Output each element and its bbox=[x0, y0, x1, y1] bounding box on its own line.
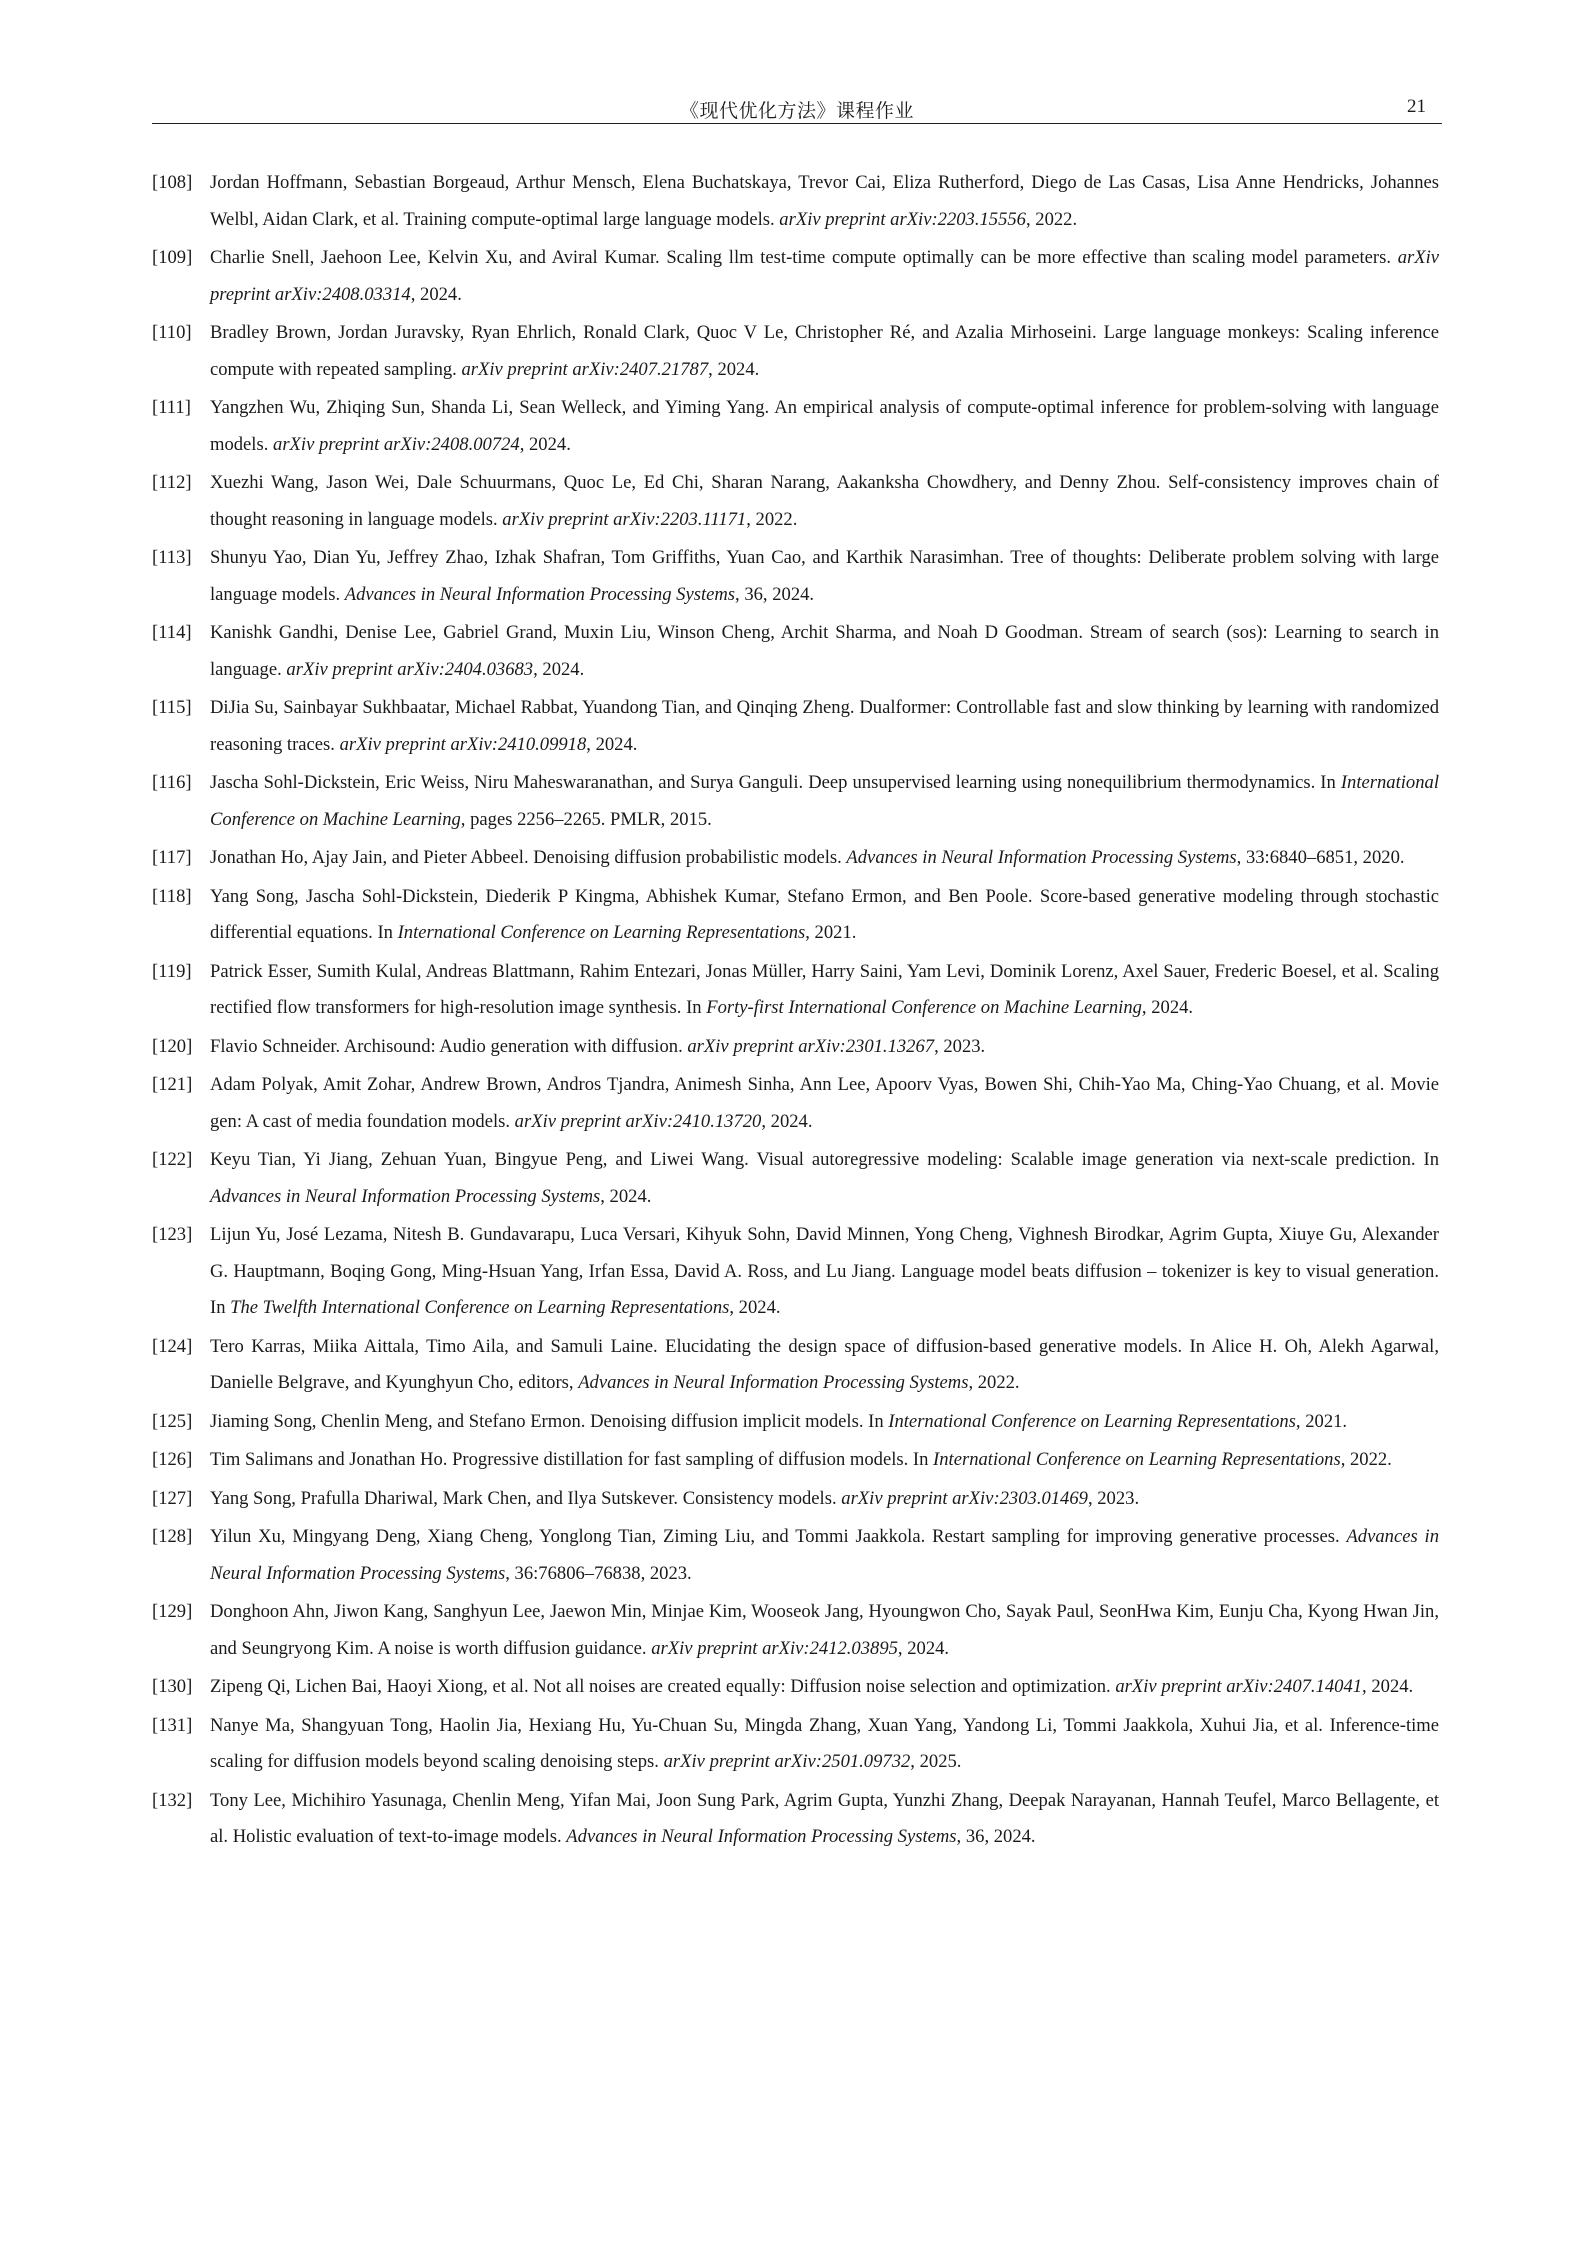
reference-number: [126] bbox=[152, 1449, 193, 1470]
reference-number: [115] bbox=[152, 697, 192, 718]
reference-item bbox=[152, 615, 1439, 688]
page-number: 21 bbox=[1407, 96, 1426, 117]
reference-venue: arXiv preprint arXiv:2410.09918 bbox=[339, 733, 587, 755]
reference-venue: arXiv preprint arXiv:2404.03683 bbox=[286, 658, 534, 680]
reference-number: [118] bbox=[152, 885, 192, 907]
reference-number: [116] bbox=[152, 772, 192, 793]
reference-number: [125] bbox=[152, 1410, 193, 1432]
reference-number: [120] bbox=[152, 1035, 193, 1057]
reference-authors-title: Yang Song, Prafulla Dhariwal, Mark Chen, and Ilya Sutskever. Consistency models. bbox=[210, 1487, 842, 1509]
reference-authors-title: Tony Lee, Michihiro Yasunaga, Chenlin Meng, Yifan Mai, Joon Sung Park, Agrim Gupta, Yunzhi Zhang, Deepak Narayanan, Hannah Teufel, Marco Bellagente, et al. Holistic evaluation of text-to-image models. bbox=[210, 1789, 1439, 1847]
reference-item bbox=[152, 240, 1439, 313]
reference-text bbox=[210, 1404, 1439, 1441]
reference-text bbox=[210, 465, 1439, 538]
reference-item bbox=[152, 1669, 1439, 1706]
reference-number: [124] bbox=[152, 1335, 193, 1357]
reference-authors-title: Bradley Brown, Jordan Juravsky, Ryan Ehrlich, Ronald Clark, Quoc V Le, Christopher Ré, and Azalia Mirhoseini. Large language monkeys: Scaling inference compute with repeated sampling. bbox=[210, 322, 1439, 380]
reference-item bbox=[152, 879, 1439, 952]
reference-details: , 2024. bbox=[519, 433, 571, 455]
reference-details: , 2024. bbox=[1362, 1676, 1414, 1697]
reference-item bbox=[152, 690, 1439, 763]
reference-details: , 36, 2024. bbox=[956, 1826, 1036, 1847]
reference-authors-title: Tim Salimans and Jonathan Ho. Progressive distillation for fast sampling of diffusion models. In bbox=[210, 1449, 934, 1470]
reference-venue: Advances in Neural Information Processing Systems bbox=[344, 583, 736, 605]
reference-authors-title: DiJia Su, Sainbayar Sukhbaatar, Michael Rabbat, Yuandong Tian, and Qinqing Zheng. Dualformer: Controllable fast and slow thinking by learning with randomized reasoning traces. bbox=[210, 697, 1439, 755]
reference-details: , 2021. bbox=[1295, 1410, 1348, 1432]
reference-item bbox=[152, 1442, 1439, 1479]
reference-number: [112] bbox=[152, 472, 192, 493]
reference-authors-title: Yang Song, Jascha Sohl-Dickstein, Diederik P Kingma, Abhishek Kumar, Stefano Ermon, and Ben Poole. Score-based generative modeling through stochastic differential equations. In bbox=[210, 885, 1439, 943]
reference-number: [111] bbox=[152, 397, 191, 418]
reference-authors-title: Jascha Sohl-Dickstein, Eric Weiss, Niru Maheswaranathan, and Surya Ganguli. Deep unsupervised learning using nonequilibrium thermodynamics. In bbox=[210, 772, 1341, 793]
reference-authors-title: Jiaming Song, Chenlin Meng, and Stefano Ermon. Denoising diffusion implicit models. In bbox=[210, 1410, 889, 1432]
reference-details: , 36, 2024. bbox=[735, 583, 815, 605]
reference-details: , 2024. bbox=[410, 283, 462, 305]
reference-details: , 2024. bbox=[600, 1185, 652, 1207]
reference-details: , 2021. bbox=[805, 922, 857, 943]
header-title: 《现代优化方法》课程作业 bbox=[679, 101, 914, 122]
reference-text bbox=[210, 690, 1439, 763]
reference-text bbox=[210, 165, 1439, 238]
reference-number: [108] bbox=[152, 172, 193, 193]
reference-item bbox=[152, 1029, 1439, 1066]
header-rule bbox=[152, 123, 1442, 124]
reference-venue: arXiv preprint arXiv:2301.13267 bbox=[687, 1035, 935, 1057]
reference-venue: arXiv preprint arXiv:2412.03895 bbox=[651, 1637, 898, 1659]
reference-number: [129] bbox=[152, 1601, 193, 1622]
reference-number: [130] bbox=[152, 1676, 193, 1697]
reference-authors-title: Charlie Snell, Jaehoon Lee, Kelvin Xu, and Aviral Kumar. Scaling llm test-time compute optimally can be more effective than scaling model parameters. bbox=[210, 247, 1398, 268]
reference-authors-title: Xuezhi Wang, Jason Wei, Dale Schuurmans, Quoc Le, Ed Chi, Sharan Narang, Aakanksha Chowdhery, and Denny Zhou. Self-consistency improves chain of thought reasoning in language models. bbox=[210, 472, 1439, 530]
reference-venue: Forty-first International Conference on Machine Learning bbox=[706, 997, 1142, 1018]
reference-item bbox=[152, 1481, 1439, 1518]
reference-number: [122] bbox=[152, 1149, 193, 1170]
reference-details: , 2024. bbox=[533, 658, 585, 680]
reference-details: , 2022. bbox=[746, 508, 798, 530]
reference-venue: Advances in Neural Information Processing Systems bbox=[210, 1526, 1440, 1584]
reference-item bbox=[152, 1142, 1439, 1215]
reference-venue: Advances in Neural Information Processing Systems bbox=[210, 1185, 601, 1207]
reference-text bbox=[210, 840, 1439, 877]
reference-venue: International Conference on Learning Representations bbox=[397, 922, 806, 943]
reference-details: , 33:6840–6851, 2020. bbox=[1236, 847, 1405, 868]
reference-details: , 2024. bbox=[586, 733, 638, 755]
reference-item bbox=[152, 1708, 1439, 1781]
reference-venue: arXiv preprint arXiv:2303.01469 bbox=[841, 1487, 1088, 1509]
reference-item bbox=[152, 765, 1439, 838]
reference-authors-title: Yilun Xu, Mingyang Deng, Xiang Cheng, Yonglong Tian, Ziming Liu, and Tommi Jaakkola. Restart sampling for improving generative processes. bbox=[210, 1526, 1347, 1547]
reference-details: , 2024. bbox=[897, 1637, 950, 1659]
reference-text bbox=[210, 1217, 1439, 1327]
reference-venue: arXiv preprint arXiv:2410.13720 bbox=[514, 1110, 762, 1132]
reference-venue: The Twelfth International Conference on Learning Representations bbox=[230, 1297, 730, 1318]
reference-text bbox=[210, 879, 1439, 952]
reference-authors-title: Yangzhen Wu, Zhiqing Sun, Shanda Li, Sean Welleck, and Yiming Yang. An empirical analysis of compute-optimal inference for problem-solving with language models. bbox=[210, 397, 1439, 455]
reference-text bbox=[210, 954, 1439, 1027]
reference-venue: International Conference on Learning Representations bbox=[888, 1410, 1296, 1432]
reference-venue: arXiv preprint arXiv:2408.00724 bbox=[273, 433, 520, 455]
reference-item bbox=[152, 1594, 1439, 1667]
reference-text bbox=[210, 1783, 1439, 1856]
reference-text bbox=[210, 390, 1439, 463]
reference-text bbox=[210, 315, 1439, 388]
reference-item bbox=[152, 165, 1439, 238]
reference-venue: arXiv preprint arXiv:2203.11171 bbox=[502, 508, 747, 530]
reference-details: , 36:76806–76838, 2023. bbox=[505, 1562, 692, 1584]
reference-item bbox=[152, 390, 1439, 463]
reference-details: , pages 2256–2265. PMLR, 2015. bbox=[460, 808, 712, 830]
reference-item bbox=[152, 540, 1439, 613]
reference-text bbox=[210, 765, 1439, 838]
reference-authors-title: Adam Polyak, Amit Zohar, Andrew Brown, Andros Tjandra, Animesh Sinha, Ann Lee, Apoorv Vyas, Bowen Shi, Chih-Yao Ma, Ching-Yao Chuang, et al. Movie gen: A cast of media foundation models. bbox=[210, 1074, 1439, 1132]
reference-authors-title: Lijun Yu, José Lezama, Nitesh B. Gundavarapu, Luca Versari, Kihyuk Sohn, David Minnen, Yong Cheng, Vighnesh Birodkar, Agrim Gupta, Xiuye Gu, Alexander G. Hauptmann, Boqing Gong, Ming-Hsuan Yang, Irfan Essa, David A. Ross, and Lu Jiang. Language model beats diffusion – tokenizer is key to visual generation. In bbox=[210, 1224, 1439, 1318]
reference-item bbox=[152, 1404, 1439, 1441]
reference-authors-title: Jonathan Ho, Ajay Jain, and Pieter Abbeel. Denoising diffusion probabilistic models. bbox=[210, 847, 847, 868]
reference-text bbox=[210, 1329, 1439, 1402]
reference-item bbox=[152, 465, 1439, 538]
reference-list bbox=[152, 165, 1439, 1858]
reference-text bbox=[210, 1442, 1439, 1479]
reference-venue: arXiv preprint arXiv:2407.21787 bbox=[461, 358, 709, 380]
reference-number: [114] bbox=[152, 622, 192, 643]
reference-venue: arXiv preprint arXiv:2408.03314 bbox=[210, 247, 1439, 305]
reference-venue: arXiv preprint arXiv:2501.09732 bbox=[663, 1751, 911, 1772]
reference-authors-title: Zipeng Qi, Lichen Bai, Haoyi Xiong, et al. Not all noises are created equally: Diffusion noise selection and optimization. bbox=[210, 1676, 1116, 1697]
reference-authors-title: Shunyu Yao, Dian Yu, Jeffrey Zhao, Izhak Shafran, Tom Griffiths, Yuan Cao, and Karthik Narasimhan. Tree of thoughts: Deliberate problem solving with large language models. bbox=[210, 547, 1439, 605]
reference-text bbox=[210, 1029, 1439, 1066]
reference-text bbox=[210, 615, 1439, 688]
reference-number: [132] bbox=[152, 1789, 193, 1811]
reference-text bbox=[210, 1519, 1439, 1592]
reference-item bbox=[152, 1217, 1439, 1327]
reference-text bbox=[210, 1594, 1439, 1667]
reference-item bbox=[152, 1519, 1439, 1592]
reference-authors-title: Jordan Hoffmann, Sebastian Borgeaud, Arthur Mensch, Elena Buchatskaya, Trevor Cai, Eliza Rutherford, Diego de Las Casas, Lisa Anne Hendricks, Johannes Welbl, Aidan Clark, et al. Training compute-optimal large language models. bbox=[210, 172, 1439, 230]
reference-number: [121] bbox=[152, 1074, 193, 1095]
reference-details: , 2024. bbox=[729, 1297, 781, 1318]
reference-details: , 2025. bbox=[910, 1751, 962, 1772]
reference-number: [119] bbox=[152, 960, 192, 982]
reference-number: [110] bbox=[152, 322, 192, 343]
reference-venue: International Conference on Machine Learning bbox=[210, 772, 1439, 830]
reference-details: , 2022. bbox=[968, 1372, 1020, 1393]
reference-item bbox=[152, 1783, 1439, 1856]
reference-number: [109] bbox=[152, 247, 193, 268]
reference-venue: Advances in Neural Information Processing Systems bbox=[846, 847, 1237, 868]
reference-number: [127] bbox=[152, 1487, 193, 1509]
reference-venue: International Conference on Learning Representations bbox=[933, 1449, 1341, 1470]
reference-number: [123] bbox=[152, 1224, 193, 1245]
reference-details: , 2024. bbox=[761, 1110, 813, 1132]
reference-authors-title: Patrick Esser, Sumith Kulal, Andreas Blattmann, Rahim Entezari, Jonas Müller, Harry Saini, Yam Levi, Dominik Lorenz, Axel Sauer, Frederic Boesel, et al. Scaling rectified flow transformers for high-resolution image synthesis. In bbox=[210, 960, 1439, 1018]
reference-item bbox=[152, 1329, 1439, 1402]
reference-details: , 2022. bbox=[1025, 208, 1078, 230]
reference-number: [117] bbox=[152, 847, 192, 868]
reference-item bbox=[152, 840, 1439, 877]
reference-details: , 2024. bbox=[708, 358, 760, 380]
reference-authors-title: Keyu Tian, Yi Jiang, Zehuan Yuan, Bingyue Peng, and Liwei Wang. Visual autoregressive modeling: Scalable image generation via next-scale prediction. In bbox=[210, 1149, 1439, 1170]
reference-details: , 2023. bbox=[934, 1035, 986, 1057]
reference-authors-title: Tero Karras, Miika Aittala, Timo Aila, and Samuli Laine. Elucidating the design space of diffusion-based generative models. In Alice H. Oh, Alekh Agarwal, Danielle Belgrave, and Kyunghyun Cho, editors, bbox=[210, 1335, 1439, 1393]
reference-text bbox=[210, 240, 1439, 313]
reference-number: [131] bbox=[152, 1714, 193, 1736]
reference-item bbox=[152, 1067, 1439, 1140]
page-header bbox=[152, 92, 1442, 124]
reference-venue: Advances in Neural Information Processing Systems bbox=[566, 1826, 957, 1847]
reference-text bbox=[210, 1669, 1439, 1706]
reference-text bbox=[210, 1481, 1439, 1518]
reference-authors-title: Kanishk Gandhi, Denise Lee, Gabriel Grand, Muxin Liu, Winson Cheng, Archit Sharma, and Noah D Goodman. Stream of search (sos): Learning to search in language. bbox=[210, 622, 1439, 680]
reference-details: , 2022. bbox=[1340, 1449, 1392, 1470]
reference-details: , 2023. bbox=[1087, 1487, 1140, 1509]
reference-venue: arXiv preprint arXiv:2203.15556 bbox=[779, 208, 1026, 230]
reference-item bbox=[152, 315, 1439, 388]
reference-text bbox=[210, 540, 1439, 613]
reference-text bbox=[210, 1067, 1439, 1140]
reference-authors-title: Nanye Ma, Shangyuan Tong, Haolin Jia, Hexiang Hu, Yu-Chuan Su, Mingda Zhang, Xuan Yang, Yandong Li, Tommi Jaakkola, Xuhui Jia, et al. Inference-time scaling for diffusion models beyond scaling denoising steps. bbox=[210, 1714, 1439, 1772]
reference-details: , 2024. bbox=[1141, 997, 1194, 1018]
reference-item bbox=[152, 954, 1439, 1027]
reference-text bbox=[210, 1142, 1439, 1215]
reference-authors-title: Flavio Schneider. Archisound: Audio generation with diffusion. bbox=[210, 1035, 688, 1057]
reference-authors-title: Donghoon Ahn, Jiwon Kang, Sanghyun Lee, Jaewon Min, Minjae Kim, Wooseok Jang, Hyoungwon Cho, Sayak Paul, SeonHwa Kim, Eunju Cha, Kyong Hwan Jin, and Seungryong Kim. A noise is worth diffusion guidance. bbox=[210, 1601, 1439, 1659]
reference-number: [128] bbox=[152, 1526, 193, 1547]
reference-venue: arXiv preprint arXiv:2407.14041 bbox=[1115, 1676, 1363, 1697]
reference-text bbox=[210, 1708, 1439, 1781]
reference-venue: Advances in Neural Information Processing Systems bbox=[578, 1372, 969, 1393]
reference-number: [113] bbox=[152, 547, 192, 568]
